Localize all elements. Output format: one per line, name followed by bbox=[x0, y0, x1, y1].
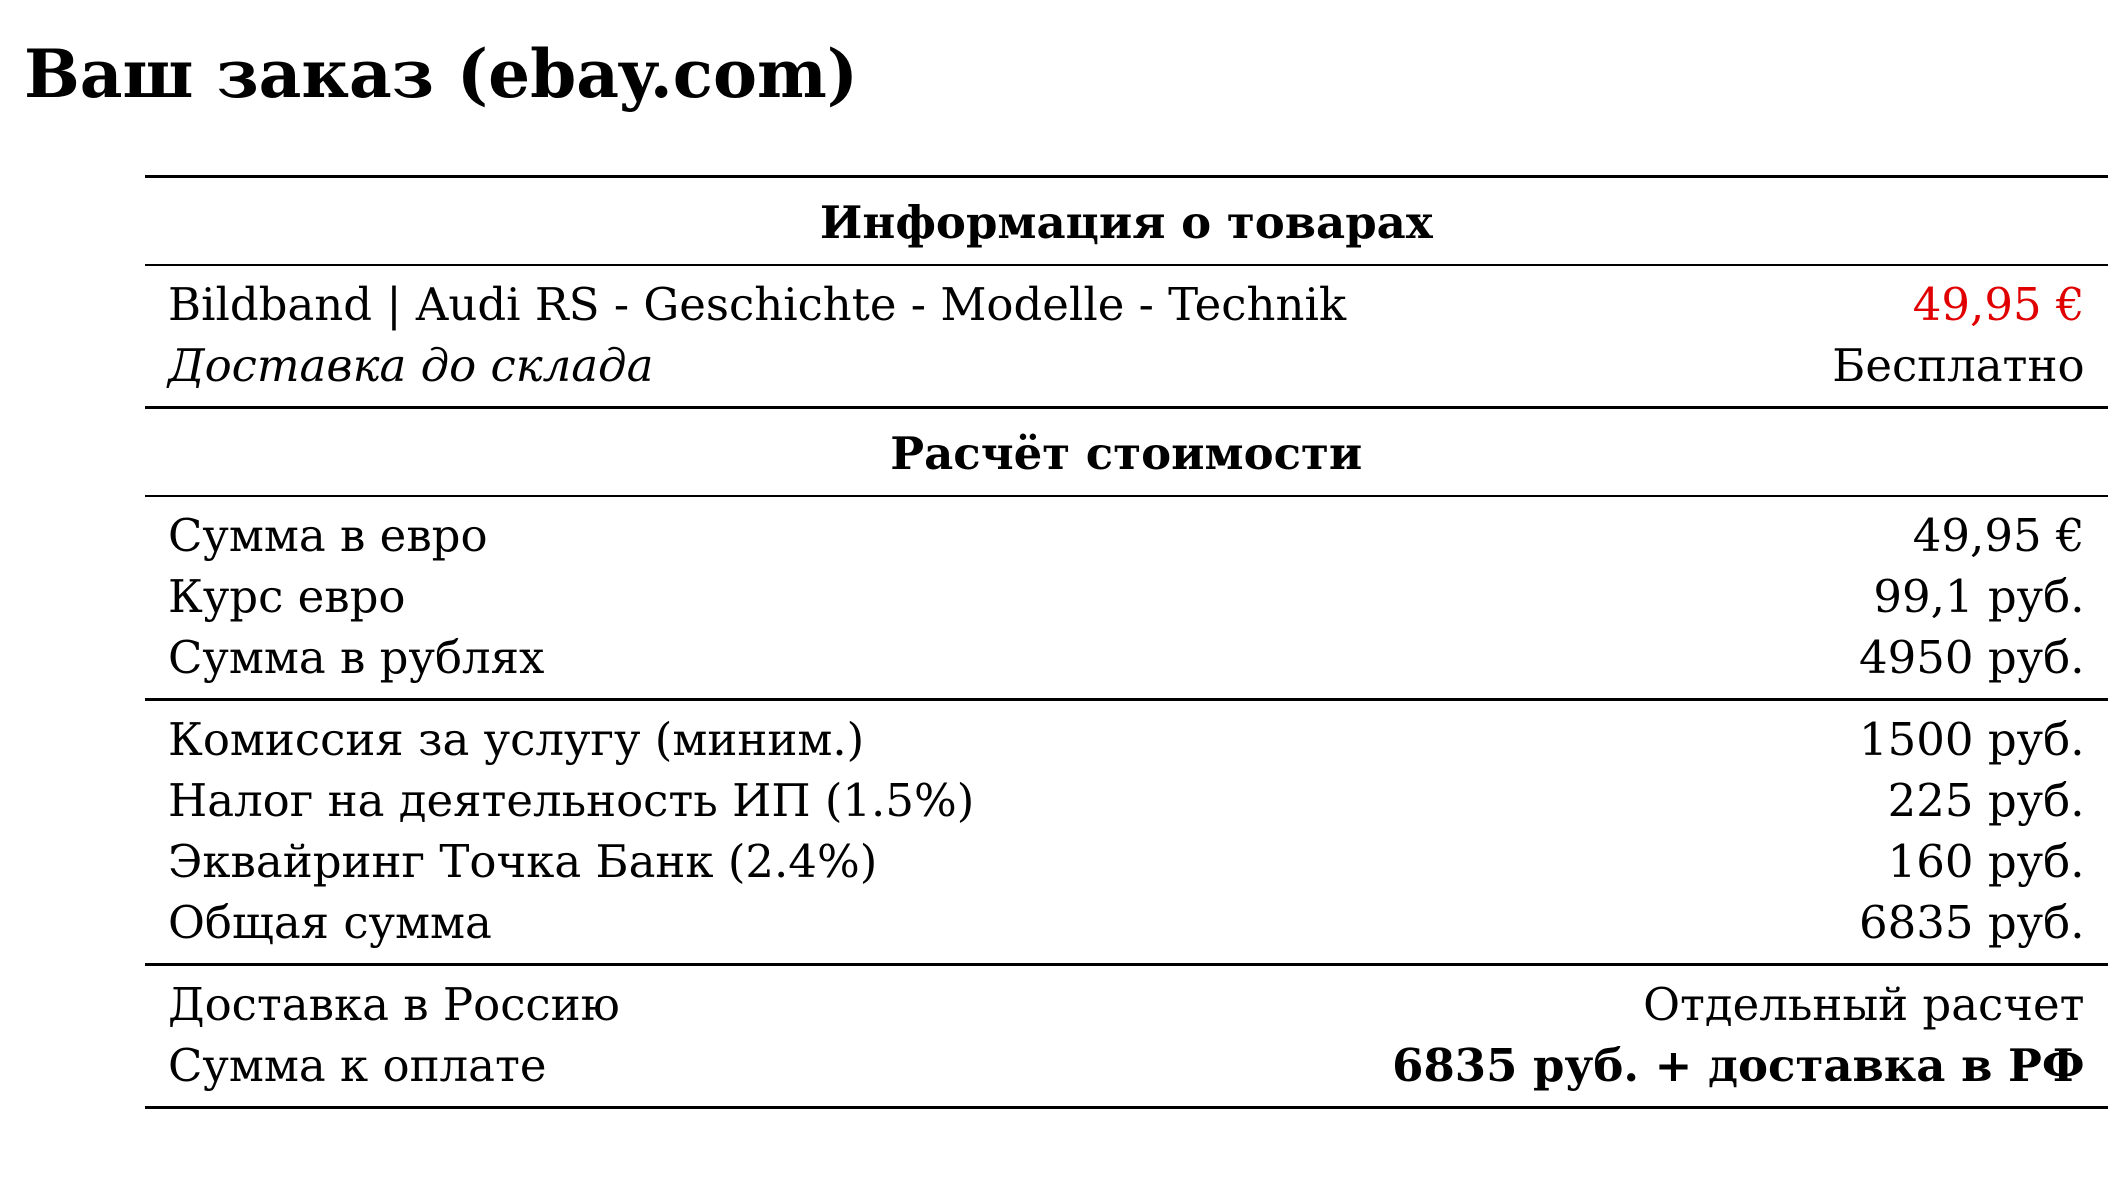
payable-value: 6835 руб. + доставка в РФ bbox=[1369, 1035, 2107, 1108]
warehouse-shipping-label: Доставка до склада bbox=[168, 339, 654, 392]
acquiring-row bbox=[145, 831, 2108, 892]
warehouse-shipping-row bbox=[145, 335, 2108, 408]
item-price: 49,95 € bbox=[1912, 278, 2085, 331]
commission-label: Комиссия за услугу (миним.) bbox=[145, 700, 1369, 771]
sum-eur-value: 49,95 € bbox=[1912, 509, 2085, 562]
payable-row bbox=[145, 1035, 2108, 1108]
calc-section-header: Расчёт стоимости bbox=[145, 408, 2108, 497]
commission-row bbox=[145, 700, 2108, 771]
sum-rub-label: Сумма в рублях bbox=[168, 631, 545, 684]
sum-rub-value: 4950 руб. bbox=[1859, 631, 2085, 684]
tax-label: Налог на деятельность ИП (1.5%) bbox=[168, 774, 975, 827]
goods-section-header: Информация о товарах bbox=[145, 177, 2108, 266]
goods-section-header-row bbox=[145, 177, 2108, 266]
item-row bbox=[145, 265, 2108, 335]
sum-eur-row bbox=[145, 496, 2108, 566]
payable-label: Сумма к оплате bbox=[145, 1035, 1369, 1108]
russia-delivery-value: Отдельный расчет bbox=[1369, 965, 2107, 1036]
eur-rate-label: Курс евро bbox=[168, 570, 406, 623]
tax-row bbox=[145, 770, 2108, 831]
total-label: Общая сумма bbox=[168, 896, 492, 949]
sum-eur-label: Сумма в евро bbox=[168, 509, 488, 562]
commission-value: 1500 руб. bbox=[1369, 700, 2107, 771]
acquiring-value: 160 руб. bbox=[1887, 835, 2085, 888]
order-summary-table bbox=[145, 175, 2108, 1109]
russia-delivery-label: Доставка в Россию bbox=[145, 965, 1369, 1036]
eur-rate-row bbox=[145, 566, 2108, 627]
tax-value: 225 руб. bbox=[1887, 774, 2085, 827]
sum-rub-row bbox=[145, 627, 2108, 700]
total-row bbox=[145, 892, 2108, 965]
acquiring-label: Эквайринг Точка Банк (2.4%) bbox=[168, 835, 878, 888]
calc-section-header-row bbox=[145, 408, 2108, 497]
eur-rate-value: 99,1 руб. bbox=[1873, 570, 2085, 623]
total-value: 6835 руб. bbox=[1859, 896, 2085, 949]
page-title: Ваш заказ (ebay.com) bbox=[24, 35, 859, 113]
warehouse-shipping-value: Бесплатно bbox=[1832, 339, 2085, 392]
item-name: Bildband | Audi RS - Geschichte - Modelle - Technik bbox=[168, 278, 1347, 331]
russia-delivery-row bbox=[145, 965, 2108, 1036]
